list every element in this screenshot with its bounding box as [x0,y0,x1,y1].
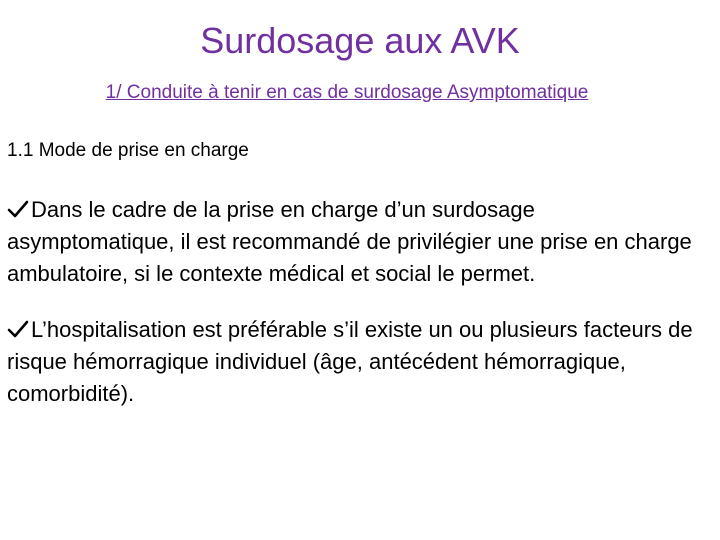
slide-title: Surdosage aux AVK [200,20,520,61]
checkmark-icon [7,199,29,219]
bullet-item [7,194,707,290]
bullet-list [7,194,707,434]
slide-subtitle: 1/ Conduite à tenir en cas de surdosage Asymptomatique [105,82,589,103]
bullet-item [7,314,707,410]
checkmark-icon [7,319,29,339]
bullet-text: Dans le cadre de la prise en charge d’un surdosage asymptomatique, il est recommandé de privilégier une prise en charge ambulatoire, si le contexte médical et social le permet. [7,197,692,286]
bullet-text: L’hospitalisation est préférable s’il existe un ou plusieurs facteurs de risque hémorragique individuel (âge, antécédent hémorragique, comorbidité). [7,317,693,406]
section-heading: 1.1 Mode de prise en charge [7,140,249,161]
